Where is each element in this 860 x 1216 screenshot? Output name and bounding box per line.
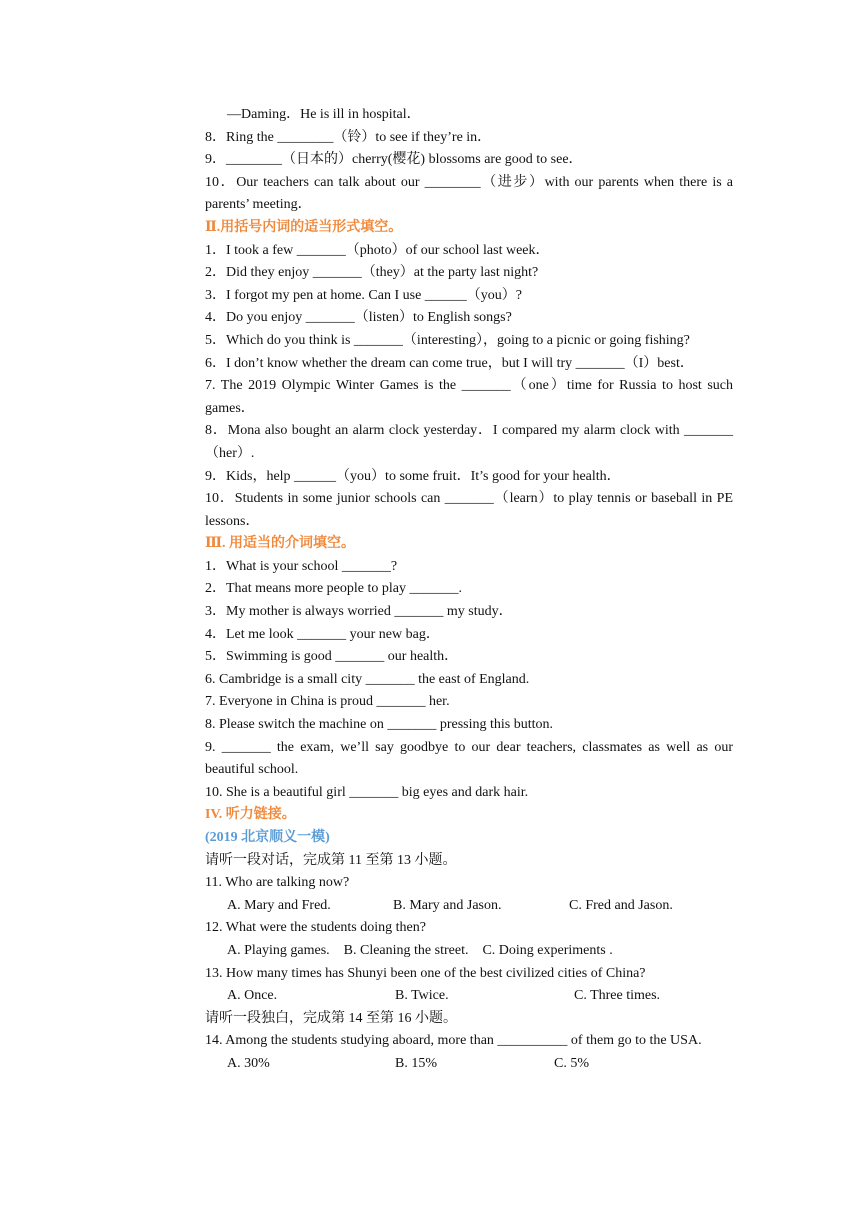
list-item: 1．I took a few _______（photo）of our school last week． [205, 242, 550, 258]
list-item: 3．My mother is always worried _______ my study． [205, 604, 513, 620]
option-row: A. Playing games. B. Cleaning the street. C. Doing experiments . [227, 942, 613, 958]
question-13-options [205, 985, 733, 1008]
list-item: 1．What is your school _______? [205, 558, 398, 574]
list-item: 10. She is a beautiful girl _______ big eyes and dark hair. [205, 784, 529, 800]
option-c: C. Three times. [574, 988, 661, 1004]
list-item: 7. The 2019 Olympic Winter Games is the _______（one）time for Russia to host such games． [205, 378, 733, 416]
option-c: C. 5% [554, 1055, 589, 1071]
question-12-options [205, 940, 733, 963]
section-2-heading: Ⅱ.用括号内词的适当形式填空。 [205, 219, 403, 235]
question-9: 9．________（日本的）cherry(樱花) blossoms are good to see． [205, 152, 583, 168]
list-item: 2．Did they enjoy _______（they）at the party last night? [205, 265, 539, 281]
question-14-options [205, 1053, 733, 1076]
option-a: A. Mary and Fred. [227, 897, 331, 913]
list-item: 8．Mona also bought an alarm clock yesterday．I compared my alarm clock with _______（her）. [205, 423, 733, 461]
list-item: 2．That means more people to play _______. [205, 581, 462, 597]
list-item: 8. Please switch the machine on _______ pressing this button. [205, 717, 554, 733]
worksheet-page [205, 104, 733, 1076]
section-4-heading: IV. 听力链接。 [205, 807, 296, 823]
list-item: 6. Cambridge is a small city _______ the east of England. [205, 671, 530, 687]
option-b: B. Mary and Jason. [393, 897, 502, 913]
question-8: 8．Ring the ________（铃）to see if they’re in． [205, 129, 492, 145]
section-3-heading: Ⅲ. 用适当的介词填空。 [205, 536, 356, 552]
section-2-list [205, 240, 733, 534]
exam-source: (2019 北京顺义一模) [205, 830, 330, 845]
list-item: 4．Let me look _______ your new bag． [205, 626, 440, 642]
list-item: 3．I forgot my pen at home. Can I use ______（you）? [205, 287, 523, 303]
list-item: 9. _______ the exam, we’ll say goodbye to our dear teachers, classmates as well as our beautiful school. [205, 739, 733, 778]
option-b: B. 15% [395, 1055, 437, 1071]
question-11-options [205, 895, 733, 918]
list-item: 7. Everyone in China is proud _______ her. [205, 694, 450, 710]
option-c: C. Fred and Jason. [569, 897, 673, 913]
dialogue-reply: —Daming．He is ill in hospital． [227, 107, 421, 122]
list-item: 6．I don’t know whether the dream can come true，but I will try _______（I）best． [205, 355, 694, 371]
listening-instruction-2: 请听一段独白，完成第 14 至第 16 小题。 [205, 1010, 457, 1026]
question-12: 12. What were the students doing then? [205, 920, 426, 936]
option-b: B. Twice. [395, 988, 449, 1004]
list-item: 5．Swimming is good _______ our health． [205, 649, 459, 665]
question-14: 14. Among the students studying aboard, more than __________ of them go to the USA. [205, 1033, 702, 1049]
section-3-list [205, 556, 733, 805]
list-item: 5．Which do you think is _______（interesting），going to a picnic or going fishing? [205, 332, 690, 348]
option-a: A. Once. [227, 988, 278, 1004]
option-a: A. 30% [227, 1055, 270, 1071]
question-11: 11. Who are talking now? [205, 875, 350, 891]
question-13: 13. How many times has Shunyi been one of the best civilized cities of China? [205, 965, 646, 981]
list-item: 9．Kids，help ______（you）to some fruit．It’s good for your health． [205, 468, 621, 484]
list-item: 10．Students in some junior schools can _______（learn）to play tennis or baseball in PE lessons． [205, 491, 733, 529]
list-item: 4．Do you enjoy _______（listen）to English songs? [205, 310, 512, 326]
listening-instruction-1: 请听一段对话，完成第 11 至第 13 小题。 [205, 852, 457, 868]
question-10: 10．Our teachers can talk about our ________（进步）with our parents when there is a parents’ meeting． [205, 174, 733, 213]
